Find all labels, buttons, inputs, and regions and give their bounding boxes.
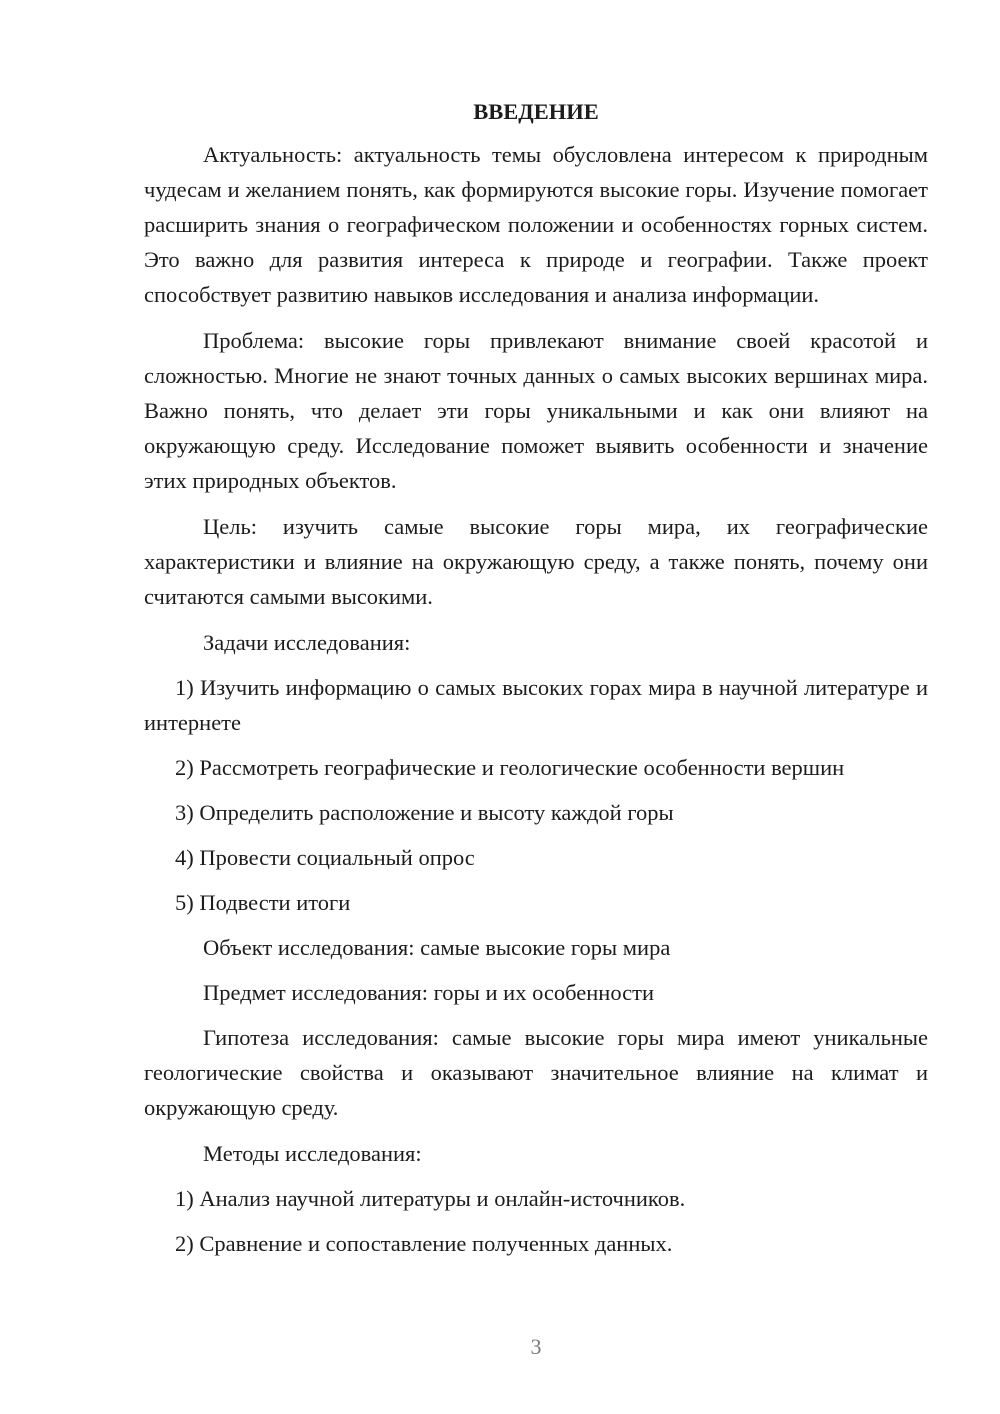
research-subject: Предмет исследования: горы и их особенности: [203, 980, 654, 1005]
page-content: [144, 94, 928, 1271]
task-item-1: 1) Изучить информацию о самых высоких горах мира в научной литературе и интернете: [144, 675, 928, 735]
method-item-1: 1) Анализ научной литературы и онлайн-источников.: [175, 1186, 686, 1211]
paragraph-goal: Цель: изучить самые высокие горы мира, их географические характеристики и влияние на окружающую среду, а также понять, почему они считаются самыми высокими.: [144, 514, 928, 609]
methods-heading: Методы исследования:: [203, 1141, 422, 1166]
page-title: ВВЕДЕНИЕ: [473, 99, 599, 124]
page-number: 3: [530, 1334, 542, 1359]
task-item-2: 2) Рассмотреть географические и геологические особенности вершин: [175, 755, 845, 780]
task-item-5: 5) Подвести итоги: [175, 890, 351, 915]
task-item-4: 4) Провести социальный опрос: [175, 845, 475, 870]
paragraph-relevance: Актуальность: актуальность темы обусловлена интересом к природным чудесам и желанием понять, как формируются высокие горы. Изучение помогает расширить знания о географическом положении и особенностях горных систем. Это важно для развития интереса к природе и географии. Также проект способствует развитию навыков исследования и анализа информации.: [144, 142, 928, 307]
paragraph-problem: Проблема: высокие горы привлекают внимание своей красотой и сложностью. Многие не знают точных данных о самых высоких вершинах мира. Важно понять, что делает эти горы уникальными и как они влияют на окружающую среду. Исследование поможет выявить особенности и значение этих природных объектов.: [144, 328, 928, 493]
task-item-3: 3) Определить расположение и высоту каждой горы: [175, 800, 674, 825]
research-object: Объект исследования: самые высокие горы мира: [203, 935, 671, 960]
method-item-2: 2) Сравнение и сопоставление полученных данных.: [175, 1231, 673, 1256]
tasks-heading: Задачи исследования:: [203, 630, 411, 655]
paragraph-hypothesis: Гипотеза исследования: самые высокие горы мира имеют уникальные геологические свойства и оказывают значительное влияние на климат и окружающую среду.: [144, 1025, 928, 1120]
